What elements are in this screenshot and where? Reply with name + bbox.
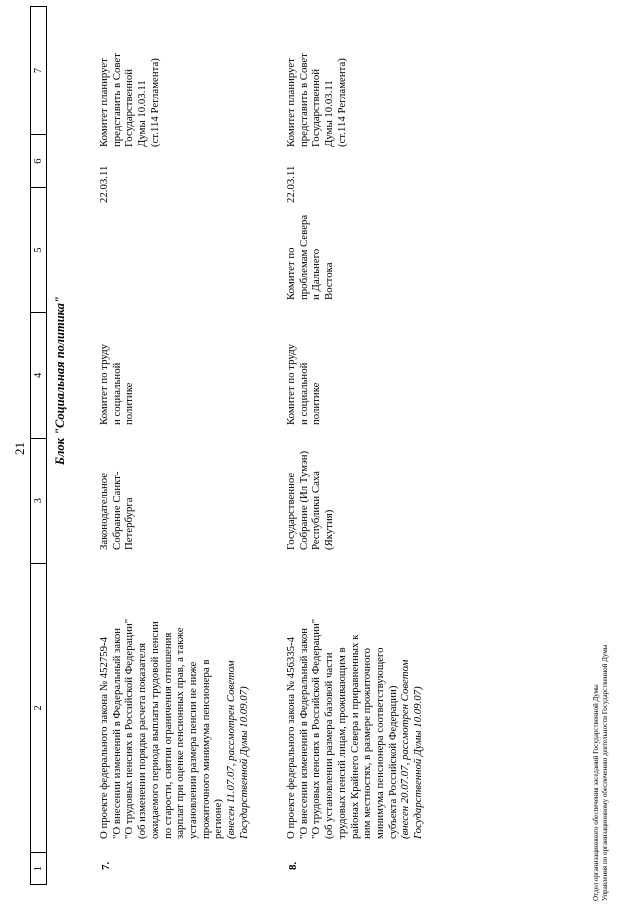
block-title: Блок "Социальная политика" [53, 296, 67, 465]
table-header [30, 6, 47, 885]
header-col-6: 6 [31, 135, 46, 188]
row-date: 22.03.11 [98, 165, 110, 203]
row-note: (внесен 20.07.07, рассмотрен Советом [399, 659, 412, 839]
header-col-3: 3 [31, 439, 46, 564]
header-col-1: 1 [31, 853, 46, 885]
header-col-5: 5 [31, 188, 46, 313]
row-committee: Комитет по труду и социальной политике [285, 344, 323, 425]
row-number: 8. [287, 861, 299, 870]
footer: Отдел организационного обеспечения заседаний Государственной Думы Управления по организационному обеспечению деятельности Государственной Думы [592, 644, 609, 901]
row-committee: Комитет по труду и социальной политике [98, 344, 136, 425]
header-col-2: 2 [31, 564, 46, 853]
row-note: (внесен 11.07.07, рассмотрен Советом [225, 660, 238, 839]
row-description: О проекте федерального закона № 456335-4 "О внесении изменений в Федеральный закон "О трудовых пенсиях в Российской Федерации" (об установлении размера базовой части трудовых пенсий лицам, проживающим в районах Крайнего Севера и приравненных к ним местностях, в размере прожиточного минимума пенсионера соответствующего субъекта Российской Федерации) (внесен 20.07.07, рассмотрен Советом Государственной Думы 10.09.07) [285, 559, 425, 839]
row-initiator: Государственное Собрание (Ил Тумэн) Республики Саха (Якутия) [285, 450, 336, 550]
row-date: 22.03.11 [285, 165, 297, 203]
row-initiator: Законодательное Собрание Санкт- Петербурга [98, 471, 136, 550]
row-co-committee: Комитет по проблемам Севера и Дальнего Востока [285, 214, 336, 300]
row-status: Комитет планирует представить в Совет Государственной Думы 10.03.11 (ст.114 Регламента) [98, 53, 161, 147]
row-description: О проекте федерального закона № 452759-4 "О внесении изменений в Федеральный закон "О трудовых пенсиях в Российской Федерации" (об изменении порядка расчета показателя ожидаемого периода выплаты трудовой пенсии по старости, снятии ограничения отношения зарплат при оценке пенсионных прав, а также установлении размера пенсии не ниже прожиточного минимума пенсионера в регионе) (внесен 11.07.07, рассмотрен Советом Государственной Думы 10.09.07) [98, 559, 250, 839]
header-col-4: 4 [31, 313, 46, 438]
header-col-7: 7 [31, 6, 46, 135]
row-status: Комитет планирует представить в Совет Государственной Думы 10.03.11 (ст.114 Регламента) [285, 53, 348, 147]
page-number: 21 [12, 442, 27, 455]
row-number: 7. [100, 861, 112, 870]
